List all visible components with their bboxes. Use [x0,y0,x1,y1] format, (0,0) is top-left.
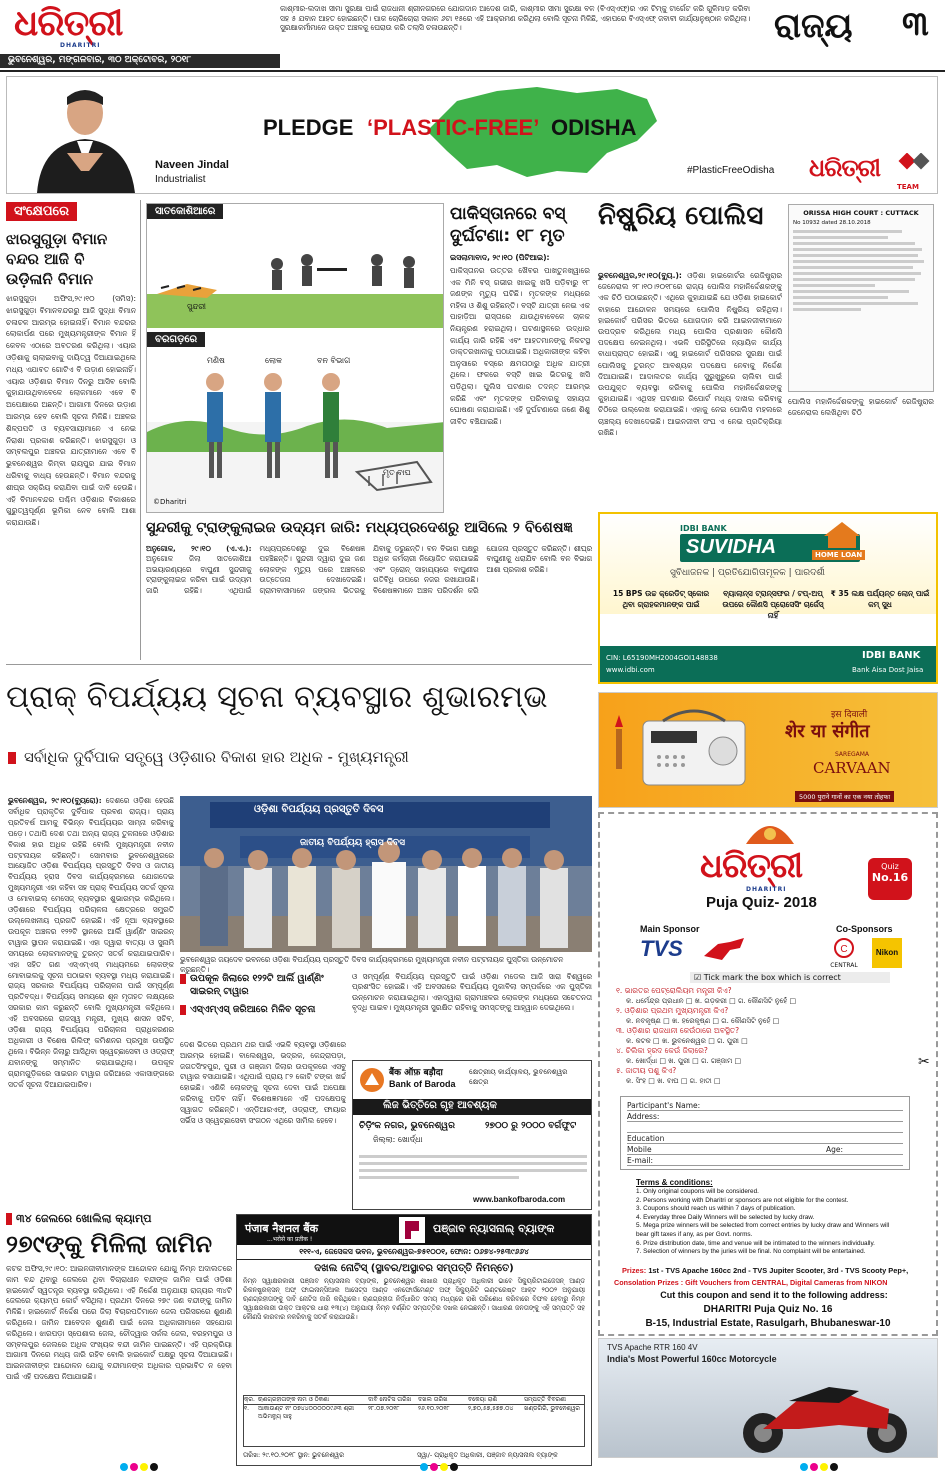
quiz-question: ୨. ଓଡ଼ିଶାର ପ୍ରଥମ ମୁଖ୍ୟମନ୍ତ୍ରୀ କିଏ? [616,1006,729,1015]
carvaan-offer: 5000 पुराने गानों का एक नया तोहफा [795,791,894,802]
masthead-logo[interactable]: ଧରିତ୍ରୀ [14,2,123,44]
carvaan-brand-small: SAREGAMA [835,751,870,758]
main-sponsor: TVS [640,936,683,961]
idbi-feature-3: ₹ 35 ଲକ୍ଷ ପର୍ଯ୍ୟନ୍ତ ଲୋନ୍ ପାଇଁ କମ୍ ସୁଧ [830,589,930,609]
pak-body: ପାକିସ୍ତାନର ଉତ୍ତର ଖୈବର ପାଖତୁନଖ୍ୱାରେ ଏକ ମିନି ବସ୍ ଗଭୀର ଖାଇକୁ ଖସି ପଡ଼ିବାରୁ ୧୮ ଜଣଙ୍କ ମୃତ୍ୟୁ ଘଟିଛି। ମୃତକଙ୍କ ମଧ୍ୟରେ ମହିଳା ଓ ଶିଶୁ ରହିଛନ୍ତି। ବସ୍‌ଟି ଯାତ୍ରୀ ନେଇ ଏକ ପାହାଡ଼ିଆ ରାସ୍ତାରେ ଯାଉଥିବାବେଳେ ଚାଳକ ନିୟନ୍ତ୍ରଣ ହରାଇଥିଲା। ଘଟଣାସ୍ଥଳରେ ଉଦ୍ଧାର କାର୍ଯ୍ୟ ଜାରି ରହିଛି ଏବଂ ଆହତମାନଙ୍କୁ ନିକଟସ୍ଥ ଡାକ୍ତରଖାନାକୁ ପଠାଯାଇଛି। ଅଧିକାରୀଙ୍କ କହିବା ଅନୁସାରେ ବସ୍‌ରେ କ୍ଷମତାଠାରୁ ଅଧିକ ଯାତ୍ରୀ ଥିଲେ। ଫଳରେ ବସ୍‌ଟି ଖାଇ ଭିତରକୁ ଖସି ପଡ଼ିଥିଲା। ପୁଲିସ ଘଟଣାର ତଦନ୍ତ ଆରମ୍ଭ କରିଛି ଏବଂ ମୃତକଙ୍କ ପରିବାରକୁ ସହାୟତା ଘୋଷଣା କରାଯାଇଛି। ଏହି ଦୁର୍ଘଟଣାରେ ଜଣେ ଶିଶୁ ଜୀବିତ ବଞ୍ଚିଯାଇଛି। [450,266,590,426]
pnb-notice-title: ଦଖଲ ନୋଟିସ୍ (ସ୍ଥାବର/ଅସ୍ଥାବର ସମ୍ପତ୍ତି ନିମନ୍ତେ) [314,1263,514,1274]
cartoon-top-panel [147,224,444,328]
cartoon-person-label-2: ଲୋକ [265,356,283,365]
quiz-options[interactable]: କ. ନବକୃଷ୍ଣ □ ଖ. ହରେକୃଷ୍ଣ □ ଗ. କୌଣସିଟି ନୁହେଁ □ [626,1017,780,1025]
prizes: 1st - TVS Apache 160cc 2nd - TVS Jupiter Scooter, 3rd - TVS Scooty Pep+, [648,1266,909,1275]
quiz-badge-no: No.16 [871,871,909,884]
quiz-logo: ଧରିତ୍ରୀ [700,846,803,886]
section-title: ରାଜ୍ୟ [774,6,853,46]
cartoon-credit: ©Dharitri [153,498,187,506]
pledge-title-mid: ‘PLASTIC-FREE’ [367,115,540,140]
tvs-line2: India's Most Powerful 160cc Motorcycle [607,1354,777,1364]
print-registration [0,1462,945,1472]
carvaan-ad[interactable] [598,692,938,808]
pnb-notice-body: ନିମ୍ନ ସ୍ୱାକ୍ଷରକାରୀ ପଞ୍ଜାବ ନ୍ୟାସନାଲ ବ୍ୟାଙ୍କ, ଭୁବନେଶ୍ୱର ଶାଖାର ପ୍ରାଧିକୃତ ଅଧିକାରୀ ଭାବେ ସିକ୍ୟୁରିଟାଇଜେସନ୍ ଆଣ୍ଡ ରିକନଷ୍ଟ୍ରକ୍ସନ୍ ଅଫ୍ ଫାଇନାନ୍ସିଆଲ ଆସେଟ୍ସ ଆଣ୍ଡ ଏନଫୋର୍ସମେଣ୍ଟ ଅଫ୍ ସିକ୍ୟୁରିଟି ଇଣ୍ଟରେଷ୍ଟ ଆକ୍ଟ ୨୦୦୨ ଅନୁଯାୟୀ ଋଣଗ୍ରହୀତାଙ୍କୁ ଦାବି ନୋଟିସ ଜାରି କରିଥିଲେ। ଋଣଗ୍ରହୀତା ନିର୍ଦ୍ଧାରିତ ସମୟ ମଧ୍ୟରେ ରାଶି ପରିଶୋଧ କରିବାରେ ବିଫଳ ହେବାରୁ ନିମ୍ନ ସ୍ୱାକ୍ଷରକାରୀ ଉକ୍ତ ଆକ୍ଟର ଧାରା ୧୩(୪) ଅନୁଯାୟୀ ନିମ୍ନ ବର୍ଣ୍ଣିତ ସମ୍ପତ୍ତିର ଦଖଲ ନେଇଛନ୍ତି। ସାଧାରଣ ଜନତାଙ୍କୁ ଏହି ସମ୍ପତ୍ତି ସହ କୌଣସି କାରବାର ନକରିବାକୁ ସତର୍କ କରାଯାଉଛି। [243,1277,585,1321]
police-dateline-body [598,270,782,510]
checkbox-icon: ☑ [694,973,704,982]
pnb-th: ସମ୍ପତ୍ତି ବିବରଣୀ [524,1396,566,1403]
quiz-options[interactable]: କ. ସିଂହ □ ଖ. ବାଘ □ ଗ. ହାତୀ □ [626,1077,721,1085]
lead-photo-caption: ଭୁବନେଶ୍ୱର ଜୟଦେବ ଭବନରେ ଓଡ଼ିଶା ବିପର୍ଯ୍ୟୟ ପ୍ରସ୍ତୁତି ଦିବସ କାର୍ଯ୍ୟକ୍ରମରେ ମୁଖ୍ୟମନ୍ତ୍ରୀ ନବୀନ ପଟ୍ଟନାୟକ ପୁସ୍ତିକା ଉନ୍ମୋଚନ କରୁଛନ୍ତି। [180,955,564,974]
terms-list [636,1188,902,1257]
quiz-options[interactable]: କ. କଟକ □ ଖ. ଭୁବନେଶ୍ୱର □ ଗ. ପୁରୀ □ [626,1037,748,1045]
bob-district: ଜିଲ୍ଲା: ଖୋର୍ଦ୍ଧା [373,1135,423,1144]
pnb-table-row [244,1405,584,1421]
police-story [598,200,938,512]
bob-ad[interactable] [352,1060,592,1210]
team-label: TEAM [897,183,919,191]
pledge-title-right: ODISHA [551,115,637,140]
lead-body-2: ଓ ସମ୍ପୂର୍ଣ୍ଣ ବିପର୍ଯ୍ୟୟ ପ୍ରସ୍ତୁତି ପାଇଁ ଓଡ଼ିଶା ମଡେଲ ଆଜି ସାରା ବିଶ୍ୱରେ ପ୍ରଶଂସିତ ହୋଇଛି। ଏହି ଅବସରରେ ବିପର୍ଯ୍ୟୟ ମୁକାବିଲା ସମ୍ପର୍କରେ ଏକ ପୁସ୍ତିକା ଉନ୍ମୋଚନ କରାଯାଇଥିଲା। ଏହାଦ୍ୱାରା ଗ୍ରାମାଞ୍ଚଳର ଲୋକଙ୍କ ମଧ୍ୟରେ ସଚେତନତା ବୃଦ୍ଧି ପାଇବ। ମୁଖ୍ୟମନ୍ତ୍ରୀ ସୁରକ୍ଷିତ ରହିବାକୁ ସମସ୍ତଙ୍କୁ ଆହ୍ୱାନ ଦେଇଥିଲେ। [352,972,592,1013]
idbi-brand: IDBI BANK [862,650,921,661]
pnb-th: କ୍ର. [244,1396,255,1403]
quiz-question: ୩. ଓଡ଼ିଶାର ରାଜଧାନୀ କେଉଁଠାରେ ଅବସ୍ଥିତ? [616,1026,740,1035]
police-dateline: ଭୁବନେଶ୍ୱର,୨୯।୧୦(ବ୍ୟୁ.): [598,271,682,280]
lead-subhead-bullet [8,752,16,764]
top-story: କାଶ୍ମୀର-ଲଦାଖ ସୀମା ସୁରକ୍ଷା ପାଇଁ ରାଜଧାନୀ ଶ୍ରୀନଗରରେ ଯୋଗଦାନ ଆଦେଶ ଜାରି, କାଶ୍ମୀର ସୀମା ସୁରକ୍ଷା ବଳ (ବିଏସ୍‌ଏଫ୍)ର ଏକ ଟିମ୍‌କୁ ଟାର୍ଗେଟ କରି ଗୁଳିମାଡ଼ କରିବା ସହ ୫ ଯବାନ ଆହତ ହୋଇଛନ୍ତି। ପାକ ଚୋରିଚୋରା ସକାଳ ୬ଟା ୧୫ରେ ଏହି ଆକ୍ରମଣ କରିଥିଲା ବୋଲି ସୂଚନା ମିଳିଛି, ଏହାପରେ ବିଏସ୍‌ଏଫ୍ ଜବାବୀ କାର୍ଯ୍ୟାନୁଷ୍ଠାନ କରିଥିଲା। ସୁରକ୍ଷାକର୍ମୀମାନେ ଉକ୍ତ ଅଞ୍ଚଳକୁ ଘେରାଉ କରି ତଲାସି ଚଳାଉଛନ୍ତି। [280,4,750,33]
pnb-tagline: ...भरोसे का प्रतीक ! [267,1236,313,1243]
nikon-logo: Nikon [872,938,902,968]
idbi-slogan: Bank Aisa Dost Jaisa [852,666,924,674]
pledge-partner-logo: ଧରିତ୍ରୀ [809,153,880,182]
pnb-td: ୨,୭୦,୫୭,୫୭୭.୦୪ [468,1405,514,1412]
terms-title: Terms & conditions: [636,1178,713,1187]
term: 5. Mega prize winners will be selected from correct entries by lucky draw and Winners will bear gift taxes if any, as per Govt. norms. [636,1222,890,1238]
bob-banner: ଲିଜ ଭିତ୍ତିରେ ଗୃହ ଆବଶ୍ୟକ [383,1100,497,1111]
cartoon-label-bottom: ବରଗଡ଼ରେ [147,332,205,347]
photo-banner-1: ଓଡ଼ିଶା ବିପର୍ଯ୍ୟୟ ପ୍ରସ୍ତୁତି ଦିବସ [254,804,384,815]
lead-body [8,796,174,1206]
pak-dateline: ଇସଲାମାବାଦ, ୨୯।୧୦ (ପିଟିଆଇ): [450,253,550,262]
letter-caption: ପୋଲିସ ମହାନିର୍ଦ୍ଦେଶକଙ୍କୁ ହାଇକୋର୍ଟ ରେଜିଷ୍ଟ୍ରାର ଜେନେରାଲ ଲେଖିଥିବା ଚିଠି [788,397,934,417]
idbi-url[interactable]: www.idbi.com [606,666,655,674]
masthead-rule [0,70,945,72]
callout-1: ଉପକୂଳ ଜିଲାରେ ୧୨୨ଟି ଆର୍ଲି ୱାର୍ଣ୍ଣିଂ ସାଇରନ୍ ଟାୱାର [190,973,324,997]
form-address-2[interactable] [627,1122,903,1133]
pnb-title-or: ପଞ୍ଜାବ ନ୍ୟାସନାଲ୍ ବ୍ୟାଙ୍କ [433,1222,555,1235]
hc-letter [788,204,934,392]
bob-name: Bank of Baroda [389,1079,456,1089]
letter-header: ORISSA HIGH COURT : CUTTACK [803,209,919,217]
lead-headline: ପ୍ରାକ୍ ବିପର୍ଯ୍ୟୟ ସୂଚନା ବ୍ୟବସ୍ଥାର ଶୁଭାରମ୍ଭ [6,679,548,715]
lead-dateline: ଭୁବନେଶ୍ୱର, ୨୯।୧୦(ବ୍ୟୁରୋ): [8,796,102,805]
callout-bullet [180,1005,186,1015]
idbi-ad[interactable] [598,512,938,684]
pak-headline: ପାକିସ୍ତାନରେ ବସ୍ ଦୁର୍ଘଟଣା: ୧୮ ମୃତ [450,204,566,246]
quiz-questions [616,986,916,1086]
cartoon-person-label-3: ବନ ବିଭାଗ [317,356,351,365]
bob-url[interactable]: www.bankofbaroda.com [473,1195,566,1204]
bob-area: ୨୭୦୦ ରୁ ୨୦୦୦ ବର୍ଗଫୁଟ [485,1121,577,1131]
term: 1. Only original coupons will be considered. [636,1188,759,1195]
person-photo [27,83,147,193]
pledge-title-left: PLEDGE [263,115,354,140]
term: 6. Prize distribution date, time and venue will be intimated to the winners individually. [636,1239,875,1247]
cartoon-person-label-1: ମଣିଷ [207,356,225,365]
carvaan-brand: CARVAAN [813,759,891,777]
lamp-icon [609,713,629,783]
pnb-td: ୨୬.୧୦.୨୦୧୮ [418,1405,450,1412]
lead-rule [6,664,592,665]
prizes-row [622,1266,922,1275]
durga-icon [740,814,800,848]
callout-2: ଏସ୍‌ଏମ୍‌ଏସ୍ ଜରିଆରେ ମିଳିବ ସୂଚନା [190,1004,316,1015]
dateline: ଭୁବନେଶ୍ୱର, ମଙ୍ଗଳବାର, ୩୦ ଅକ୍ଟୋବର, ୨୦୧୮ [8,55,192,65]
pnb-td: ଖଣ୍ଡଗିରି, ଭୁବନେଶ୍ୱର [524,1405,580,1412]
callout-bullet [180,974,186,984]
brief-headline: ଝାରସୁଗୁଡ଼ା ବିମାନ ବନ୍ଦର ଆଜି ବି ଉଡ଼ିଳାନି ବିମାନ [6,230,108,288]
bob-location: ଚିଡ଼ିଂକ ନଗର, ଭୁବନେଶ୍ୱର [359,1121,455,1131]
pnb-logo-icon [399,1217,425,1243]
tiger-label: ସୁନ୍ଦରୀ [187,302,207,311]
quiz-question: ୪. ଚିଲିକା ହ୍ରଦ କେଉଁ ଜିଲାରେ? [616,1046,708,1055]
bail-story [6,1212,232,1466]
tvs-horse-icon [700,936,750,964]
house-icon [820,520,864,550]
pnb-th: ଋଣଗ୍ରହୀତାଙ୍କ ନାମ ଓ ଠିକଣା [258,1396,330,1403]
quiz-question: ୫. ଜାତୀୟ ପଶୁ କିଏ? [616,1066,677,1075]
quiz-options[interactable]: କ. ଖୋର୍ଦ୍ଧା □ ଖ. ପୁରୀ □ ଗ. ଗଞ୍ଜାମ □ [626,1057,742,1065]
pnb-table [243,1395,585,1447]
address-2: B-15, Industrial Estate, Rasulgarh, Bhubaneswar-10 [645,1318,891,1329]
idbi-feature-2: ବ୍ୟାଲାନ୍ସ ଟ୍ରାନ୍ସଫର / ଟପ୍-ଅପ୍ ଉପରେ କୌଣସି ପ୍ରୋସେସିଂ ଚାର୍ଜେସ୍ ନାହିଁ [722,589,824,620]
carvaan-line2: शेर या संगीत [785,721,870,742]
col-divider [140,200,141,660]
prizes-label: Prizes: [622,1266,647,1275]
lead-photo [180,796,592,952]
cartoon-label-top: ସାତକୋଶିଆରେ [147,204,223,219]
radio-icon [639,707,749,789]
pak-story [450,203,590,513]
pledge-hashtag[interactable]: #PlasticFreeOdisha [687,165,775,176]
form-education[interactable]: Education [627,1133,903,1144]
term: 3. Coupons should reach us within 7 days of publication. [636,1205,796,1213]
form-email[interactable]: E-mail: [627,1155,903,1166]
tiger-story [146,518,592,660]
form-mobile: Mobile [627,1145,652,1154]
quiz-question: ୧. ଭାରତର ପେଟ୍ରୋଲିୟମ ମନ୍ତ୍ରୀ କିଏ? [616,986,732,995]
term: 7. Selection of winners by the juries will be final. No complaint will be entertained. [636,1248,866,1256]
bail-kicker-bullet [6,1213,12,1225]
lead-body-3: ଦେଶ ଭିତରେ ପ୍ରଥମ ଥର ପାଇଁ ଏଭଳି ବ୍ୟବସ୍ଥା ଓଡ଼ିଶାରେ ଆରମ୍ଭ ହୋଇଛି। ବାଲେଶ୍ୱର, ଭଦ୍ରକ, କେନ୍ଦ୍ରାପଡ଼ା, ଜଗତସିଂହପୁର, ପୁରୀ ଓ ଗଞ୍ଜାମ ଜିଲାର ଉପକୂଳରେ ଏସବୁ ଟାୱାର ବସାଯାଇଛି। ଏଥିପାଇଁ ପ୍ରାୟ ୮୨ କୋଟି ଟଙ୍କା ଖର୍ଚ୍ଚ ହୋଇଛି। ଏଣିକି ଲୋକଙ୍କୁ ସୂଚନା ଦେବା ପାଇଁ ଅପେକ୍ଷା କରିବାକୁ ପଡ଼ିବ ନାହିଁ। ବିଶେଷଜ୍ଞମାନେ ଏହି ପଦକ୍ଷେପକୁ ସ୍ୱାଗତ କରିଛନ୍ତି। ଏନ୍‌ଡିଆରଏଫ୍, ଓଡ୍ରାଫ୍, ଫାୟାର ସର୍ଭିସ ଓ ସ୍ୱେଚ୍ଛାସେବୀ ସଂଗଠନ ଏଥିରେ ସାମିଲ ହେବେ। [180,1040,346,1125]
lead-callouts [180,972,346,1036]
quiz-options[interactable]: କ. ଧର୍ମେନ୍ଦ୍ର ପ୍ରଧାନ □ ଖ. ଗଡ଼କରୀ □ ଗ. କୌଣସିଟି ନୁହେଁ □ [626,997,797,1005]
main-sponsor-label: Main Sponsor [640,924,700,934]
pledge-banner [6,76,938,194]
bob-name-hi: बैंक ऑफ़ बड़ौदा [389,1068,443,1078]
tiger-body: ଅନୁଗୋଳ ଜିଲା ସାତକୋଶିଆ ଅଭୟାରଣ୍ୟରେ ବାଘୁଣୀ ସୁନ୍ଦରୀକୁ ଟ୍ରାଙ୍କୁଲାଇଜ କରିବା ପାଇଁ ଉଦ୍ୟମ ଜାରି ରହିଛି। ଏଥିପାଇଁ ମଧ୍ୟପ୍ରଦେଶରୁ ଦୁଇ ବିଶେଷଜ୍ଞ ପହଞ୍ଚିଛନ୍ତି। ସୁନ୍ଦରୀ ଦ୍ୱାରା ଦୁଇ ଜଣ ଲୋକଙ୍କ ମୃତ୍ୟୁ ପରେ ଅଞ୍ଚଳରେ ଉତ୍ତେଜନା ଦେଖାଦେଇଛି। ଗ୍ରାମବାସୀମାନେ ଜଙ୍ଗଲ ଭିତରକୁ ଯିବାକୁ ଡରୁଛନ୍ତି। ବନ ବିଭାଗ ପକ୍ଷରୁ ଅଧିକ କର୍ମଚାରୀ ନିୟୋଜିତ କରାଯାଇଛି ଏବଂ ଡ୍ରୋନ୍ ସାହାଯ୍ୟରେ ବାଘୁଣୀର ଗତିବିଧି ଉପରେ ନଜର ରଖାଯାଉଛି। ବିଶେଷଜ୍ଞମାନେ ଅଞ୍ଚଳ ପରିଦର୍ଶନ କରି ଯୋଜନା ପ୍ରସ୍ତୁତ କରିଛନ୍ତି। ଶୀଘ୍ର ବାଘୁଣୀକୁ ଧରାଯିବ ବୋଲି ବନ ବିଭାଗ ଆଶା ପ୍ରକାଶ କରିଛି। [146,544,592,595]
motorcycle-icon [719,1369,929,1457]
page-number: ୩ [902,4,929,44]
tvs-ad[interactable] [598,1338,938,1458]
brief-kicker: ସଂକ୍ଷେପରେ [6,202,77,221]
masthead-logo-sub: DHARITRI [60,42,101,49]
tiger-headline: ସୁନ୍ଦରୀକୁ ଟ୍ରାଙ୍କୁଲାଇଜ ଉଦ୍ୟମ ଜାରି: ମଧ୍ୟପ୍ରଦେଶରୁ ଆସିଲେ ୨ ବିଶେଷଜ୍ଞ [146,520,573,536]
idbi-brand-small: IDBI BANK [680,524,727,533]
quiz-form [620,1096,910,1170]
pnb-footer-sign: ସ୍ୱା/- ପ୍ରାଧିକୃତ ଅଧିକାରୀ, ପଞ୍ଜାବ ନ୍ୟାସନାଲ ବ୍ୟାଙ୍କ [417,1451,558,1459]
bail-headline: ୨୭୯ଙ୍କୁ ମିଳିଲା ଜାମିନ [6,1230,213,1258]
cutline: Cut this coupon and send it to the following address: [660,1290,888,1300]
pnb-td: ୧. [244,1405,250,1412]
pnb-footer-date: ତାରିଖ: ୨୯.୧୦.୨୦୧୮ ସ୍ଥାନ: ଭୁବନେଶ୍ୱର [243,1451,345,1459]
bob-logo-icon [359,1067,385,1093]
person-role: Industrialist [155,174,206,185]
pnb-address: ୧୧୧-ଏ, ଜେସେକସ ଭବନ, ଭୁବନେଶ୍ୱର-୭୫୧୦୦୧, ଫୋନ: ୦୬୭୪-୨୫୩୯୬୬୪ [299,1247,529,1256]
idbi-product-tag: HOME LOAN [812,550,865,560]
cartoon-bottom-panel [147,352,444,513]
quiz-badge [868,858,912,900]
form-mobile-row[interactable] [627,1144,903,1155]
form-address[interactable]: Address: [627,1111,903,1122]
letter-ref: No 10932 dated 28.10.2018 [793,220,871,226]
idbi-feature-1: 15 BPS ଉଚ୍ଚ କ୍ରେଡିଟ୍ ସ୍କୋର ଥିବା ଗ୍ରାହକମାନଙ୍କ ପାଇଁ [612,589,710,609]
brief-body: ଝାରସୁଗୁଡ଼ା ଅଫିସ,୨୯।୧୦ (ସମିସ): ଝାରସୁଗୁଡ଼ା ବିମାନବନ୍ଦରରୁ ଆଜି ସୁଦ୍ଧା ବିମାନ ଚଳାଚଳ ଆରମ୍ଭ ହୋଇନାହିଁ। ବିମାନ ବନ୍ଦରର ଲୋକାର୍ପଣ ପରେ ମୁଖ୍ୟମନ୍ତ୍ରୀଙ୍କ ବିମାନ ହିଁ କେବଳ ଏଠାରେ ଅବତରଣ କରିଥିଲା। ଏୟାର ଓଡ଼ିଶାକୁ ଚାଲାଇବାକୁ ଦାୟିତ୍ୱ ଦିଆଯାଇଥିଲେ ମଧ୍ୟ ଏଯାବତ ଗୋଟିଏ ବି ଉଡ଼ାଣ ହୋଇନାହିଁ। ଏୟାର ଓଡ଼ିଶାର ବିମାନ ଦିନରୁ ଆସିବ ବୋଲି କୁହାଯାଉଥିବାବେଳେ ଲୋକମାନେ ଏବେ ବି ଅପେକ୍ଷାରେ ଅଛନ୍ତି। ଆଗାମୀ ଦିନରେ ଉଡ଼ାଣ ଆରମ୍ଭ ହେବ ବୋଲି ସୂଚନା ମିଳିଛି। ଅଞ୍ଚଳର ଶିଳ୍ପପତି ଓ ବ୍ୟବସାୟୀମାନେ ଏ ନେଇ ନିରାଶା ପ୍ରକାଶ କରିଛନ୍ତି। ଝାରସୁଗୁଡ଼ା ଓ ସମ୍ବଲପୁର ଅଞ୍ଚଳର ଯାତ୍ରୀମାନେ ଏବେ ବି ଭୁବନେଶ୍ୱର କିମ୍ବା ରାୟପୁର ଯାଇ ବିମାନ ଧରିବାକୁ ବାଧ୍ୟ ହେଉଛନ୍ତି। ବିମାନ ବନ୍ଦରକୁ ଶୀଘ୍ର ସକ୍ରିୟ କରାଯିବା ପାଇଁ ଦାବି ହେଉଛି। ଏହି ବିମାନବନ୍ଦର ପଶ୍ଚିମ ଓଡ଼ିଶାର ବିକାଶରେ ଗୁରୁତ୍ୱପୂର୍ଣ୍ଣ ଭୂମିକା ନେବ ବୋଲି ଆଶା କରାଯାଉଛି। [6,294,136,528]
masthead [0,0,945,72]
quiz-instruction-text: Tick mark the box which is correct [703,973,841,982]
quiz-title: Puja Quiz- 2018 [706,894,817,911]
term: 4. Everyday three Daily Winners will be selected by lucky draw. [636,1213,815,1221]
scissors-icon: ✂ [918,1054,930,1070]
tvs-line1: TVS Apache RTR 160 4V [607,1343,698,1352]
quiz-logo-sub: DHARITRI [746,886,787,893]
dead-tiger-label: ମୃତ ବାଘ [383,468,411,477]
co-sponsor-label: Co-Sponsors [836,924,893,934]
term: 2. Persons working with Dharitri or sponsors are not eligible for the contest. [636,1196,849,1204]
quiz-badge-top: Quiz [881,862,899,871]
form-age: Age: [825,1145,843,1154]
consolation: Consolation Prizes : Gift Vouchers from CENTRAL, Digital Cameras from NIKON [614,1278,888,1287]
carvaan-line1: इस दिवाली [831,710,868,720]
pnb-rule [237,1259,591,1260]
tiger-dateline: ଅନୁଗୋଳ, ୨୯।୧୦ (ଏ.ଏ.): [146,544,252,553]
idbi-cin: CIN: L65190MH2004GOI148838 [606,654,718,662]
police-body: ଓଡ଼ିଶା ହାଇକୋର୍ଟର ରେଜିଷ୍ଟ୍ରାର ଜେନେରାଲ ୨୮।୧୦।୨୦୧୮ରେ ରାଜ୍ୟ ପୋଲିସ ମହାନିର୍ଦ୍ଦେଶକଙ୍କୁ ଏକ ଚିଠି ପଠାଇଛନ୍ତି। ଏଥିରେ କୁହାଯାଇଛି ଯେ ଓଡ଼ିଶା ହାଇକୋର୍ଟ ବାହାରେ ଆନ୍ଦୋଳନ ସମୟରେ ପୋଲିସ ନିଷ୍କ୍ରିୟ ରହିଥିଲା। ହାଇକୋର୍ଟ ପରିସର ଭିତରେ ଯୋଗଦାନ କରି ଆଇନଜୀବୀମାନେ ଉପଦ୍ରବ କରିଥିଲେ ମଧ୍ୟ ପୋଲିସ ପ୍ରଶାସନ କୌଣସି ପଦକ୍ଷେପ ନେଇନଥିଲା। ଏଭଳି ପରିସ୍ଥିତିରେ ନ୍ୟାୟିକ କାର୍ଯ୍ୟ ବାଧାପ୍ରାପ୍ତ ହୋଇଛି। ଏଣୁ ହାଇକୋର୍ଟ ପରିସରର ସୁରକ୍ଷା ପାଇଁ ପୋଲିସକୁ ତୁରନ୍ତ ଆବଶ୍ୟକ ପଦକ୍ଷେପ ନେବାକୁ ନିର୍ଦ୍ଦେଶ ଦିଆଯାଇଛି। ଆଦାଲତର କାର୍ଯ୍ୟ ସୁରୁଖୁରୁରେ ଚାଲିବା ପାଇଁ ଉପଯୁକ୍ତ ବ୍ୟବସ୍ଥା କରିବାକୁ ପୋଲିସ ମହାନିର୍ଦ୍ଦେଶକଙ୍କୁ କୁହାଯାଇଛି। ଏଥିସହ ଘଟଣାର ରିପୋର୍ଟ ମଧ୍ୟ ଦାଖଲ କରିବାକୁ ଚିଠିରେ ଉଲ୍ଲେଖ କରାଯାଇଛି। ଏହାକୁ ନେଇ ପୋଲିସ ମହଲରେ ଚାଞ୍ଚଲ୍ୟ ଦେଖାଦେଇଛି। ଆଇନଜୀବୀ ସଂଘ ଏ ନେଇ ପ୍ରତିକ୍ରିୟା ରଖିଛି। [598,271,782,437]
pnb-ad[interactable] [236,1214,592,1466]
idbi-product: SUVIDHA [686,536,777,558]
idbi-tagline: ସୁବିଧାଜନକ | ପ୍ରତିଯୋଗିତାମୂଳକ | ପାରଦର୍ଶୀ [670,568,825,578]
pnb-th: ବକେୟା ରାଶି [468,1396,497,1403]
pnb-td: ୨୮.୦୭.୨୦୧୮ [368,1405,400,1412]
quiz-coupon [598,812,938,1336]
police-headline: ନିଷ୍କ୍ରିୟ ପୋଲିସ [598,201,764,231]
pnb-th: ଦାବି ନୋଟିସ ତାରିଖ [368,1396,412,1403]
lead-subhead: ସର୍ବାଧିକ ଦୁର୍ବିପାକ ସତ୍ତ୍ୱେ ଓଡ଼ିଶାର ବିକାଶ ହାର ଅଧିକ - ମୁଖ୍ୟମନ୍ତ୍ରୀ [24,748,409,766]
tiger-body-columns [146,544,592,656]
central-logo [826,938,862,968]
address-1: DHARITRI Puja Quiz No. 16 [703,1304,833,1315]
lead-body-text: ଦେଶରେ ଓଡ଼ିଶା ହେଉଛି ସର୍ବାଧିକ ପ୍ରାକୃତିକ ଦୁର୍ବିପାକ ପ୍ରବଣ ରାଜ୍ୟ। ପ୍ରାୟ ପ୍ରତିବର୍ଷ ଆମକୁ ବିଭିନ୍ନ ବିପର୍ଯ୍ୟୟର ସାମ୍ନା କରିବାକୁ ପଡ଼େ। ତଥାପି ଦେଶ ତଥା ଅନ୍ୟ ରାଜ୍ୟ ତୁଳନାରେ ଓଡ଼ିଶାର ବିକାଶ ହାର ଅଧିକ ରହିଛି ବୋଲି ମୁଖ୍ୟମନ୍ତ୍ରୀ ନବୀନ ପଟ୍ଟନାୟକ କହିଛନ୍ତି। ସୋମବାର ଭୁବନେଶ୍ୱରରେ ଆୟୋଜିତ ଓଡ଼ିଶା ବିପର୍ଯ୍ୟୟ ପ୍ରସ୍ତୁତି ଦିବସ ଓ ଜାତୀୟ ବିପର୍ଯ୍ୟୟ ହ୍ରାସ ଦିବସ କାର୍ଯ୍ୟକ୍ରମରେ ଯୋଗଦେଇ ମୁଖ୍ୟମନ୍ତ୍ରୀ ଏହା କହିବା ସହ ପ୍ରାକ୍ ବିପର୍ଯ୍ୟୟ ସତର୍କ ସୂଚନା ଓ ମୋବାଇଲ୍ ମେସେଜ୍ ବ୍ୟବସ୍ଥାର ଶୁଭାରମ୍ଭ କରିଥିଲେ। ଓଡ଼ିଶାରେ ବିପର୍ଯ୍ୟୟ ପରିଚାଳନା କ୍ଷେତ୍ରରେ ସମ୍ପ୍ରତି ଉଲ୍ଲେଖନୀୟ ପ୍ରଗତି ହୋଇଛି। ଏହି ନୂଆ ବ୍ୟବସ୍ଥାରେ ଉପକୂଳ ଅଞ୍ଚଳର ୧୨୨ଟି ସ୍ଥାନରେ ଆର୍ଲି ୱାର୍ଣ୍ଣିଂ ସାଇରନ୍ ଟାୱାର ସ୍ଥାପନ କରାଯାଇଛି। ଏହା ଦ୍ୱାରା ବାତ୍ୟା ଓ ସୁନାମି ସମୟରେ ଲୋକମାନଙ୍କୁ ତୁରନ୍ତ ସତର୍କ କରାଯାଇପାରିବ। ଏହା ସହିତ ଗଣ ଏସ୍‌ଏମ୍‌ଏସ୍ ମାଧ୍ୟମରେ ଲୋକଙ୍କ ମୋବାଇଲକୁ ସୂଚନା ପଠାଇବା ବ୍ୟବସ୍ଥା ମଧ୍ୟ କରାଯାଇଛି। ରାଜ୍ୟ ସରକାର ବିପର୍ଯ୍ୟୟ ପରିଚାଳନା ପାଇଁ ସମ୍ପୂର୍ଣ୍ଣ ପ୍ରତିବଦ୍ଧ। ବିପର୍ଯ୍ୟୟ ସମୟରେ ଶୂନ ମୃତାହତ ଲକ୍ଷ୍ୟରେ ସରକାର କାମ କରୁଛନ୍ତି ବୋଲି ମୁଖ୍ୟମନ୍ତ୍ରୀ କହିଥିଲେ। ଏହି ଅବସରରେ ରାଜସ୍ୱ ମନ୍ତ୍ରୀ, ମୁଖ୍ୟ ଶାସନ ସଚିବ, ଓଡ଼ିଶା ରାଜ୍ୟ ବିପର୍ଯ୍ୟୟ ପରିଚାଳନା ପ୍ରାଧିକରଣର ଅଧିକାରୀ ଓ ବିଶେଷ ରିଲିଫ୍ କମିଶନର ପ୍ରମୁଖ ଉପସ୍ଥିତ ଥିଲେ। ବିଭିନ୍ନ ଜିଲାରୁ ଆସିଥିବା ସ୍ୱେଚ୍ଛାସେବୀ ଓ ଓଡ୍ରାଫ୍ ଯବାନଙ୍କୁ ସମ୍ମାନିତ କରାଯାଇଥିଲା। ଉପକୂଳ ଗ୍ରାମଗୁଡ଼ିକରେ ସାଇରନ ଟାୱାର ଜରିଆରେ ଏକାସାଙ୍ଗରେ ସତର୍କ ସୂଚନା ଦିଆଯାଇପାରିବ। [8,796,174,1089]
brief-column [6,200,136,660]
quiz-instruction [690,972,890,983]
svg-text:C: C [840,944,848,955]
team-icon [897,153,931,187]
bail-kicker: ୩୪ ଜେଲରେ ଖୋଲିଲା କ୍ୟାମ୍ପ [16,1212,152,1225]
bob-office: କ୍ଷେତ୍ରୀୟ କାର୍ଯ୍ୟାଳୟ, ଭୁବନେଶ୍ୱର କ୍ଷେତ୍ର [469,1068,568,1086]
pnb-th: ଦଖଲ ତାରିଖ [418,1396,448,1403]
central-label: CENTRAL [830,962,858,969]
bail-body: କଟକ ଅଫିସ,୨୯।୧୦: ଆଇନଜୀବୀମାନଙ୍କ ଆନ୍ଦୋଳନ ଯୋଗୁ ନିମ୍ନ ଅଦାଲତରେ କାମ ବନ୍ଦ ଥିବାରୁ ଜେଲରେ ଥିବା ବିଚାରାଧୀନ ବନ୍ଦୀଙ୍କ ଜାମିନ ପାଇଁ ଓଡ଼ିଶା ହାଇକୋର୍ଟ ସ୍ୱତନ୍ତ୍ର ବ୍ୟବସ୍ଥା କରିଥିଲେ। ଏହି ନିର୍ଦ୍ଦେଶ ଅନୁଯାୟୀ ରାଜ୍ୟର ୩୪ଟି ଜେଲରେ କ୍ୟାମ୍ପ କୋର୍ଟ ବସିଥିଲା। ପ୍ରଥମ ଦିନରେ ୨୭୯ ଜଣ ବନ୍ଦୀଙ୍କୁ ଜାମିନ ମିଳିଛି। ହାଇକୋର୍ଟ ନିର୍ଦ୍ଦେଶ ପରେ ଜିଲା ବିଚାରପତିମାନେ ଜେଲ ପରିସରରେ ଶୁଣାଣି କରିଥିଲେ। ଜାମିନ ଆବେଦନ ଶୁଣାଣି ପାଇଁ ଜେଲ ଅଧିକାରୀମାନେ ସହଯୋଗ କରିଥିଲେ। ଝାରପଡ଼ା ସ୍ପେଶାଲ ଜେଲ, ଚୌଦ୍ୱାର ସର୍କଲ ଜେଲ, ବରହମପୁର ଓ ସମ୍ବଲପୁର ଜେଲରେ ଅଧିକ ସଂଖ୍ୟକ ବନ୍ଦୀ ଜାମିନ ପାଇଛନ୍ତି। ଏହି ପ୍ରକ୍ରିୟା ଆଗାମୀ ଦିନରେ ମଧ୍ୟ ଜାରି ରହିବ ବୋଲି ହାଇକୋର୍ଟ ପକ୍ଷରୁ ସୂଚନା ଦିଆଯାଇଛି। ଆଇନଜୀବୀଙ୍କ ଆନ୍ଦୋଳନ ଯୋଗୁ ବନ୍ଦୀମାନଙ୍କ ଅଧିକାର ପ୍ରଭାବିତ ନ ହେବା ପାଇଁ ଏହି ପଦକ୍ଷେପ ନିଆଯାଇଛି। [6,1264,232,1381]
form-name[interactable]: Participant's Name: [627,1100,903,1111]
person-name: Naveen Jindal [155,159,229,171]
pnb-title-hi: पंजाब नैशनल बैंक [245,1222,319,1235]
photo-banner-2: ଜାତୀୟ ବିପର୍ଯ୍ୟୟ ହ୍ରାସ ଦିବସ [300,838,405,848]
pnb-td: ଆକାଉଣ୍ଟ ନଂ ୦୭୪୪୦୦୦୦୦୯୬୩ ଶ୍ରୀ ଅଭିମନ୍ୟୁ ସାହୁ [258,1405,354,1420]
cartoon [146,203,444,513]
